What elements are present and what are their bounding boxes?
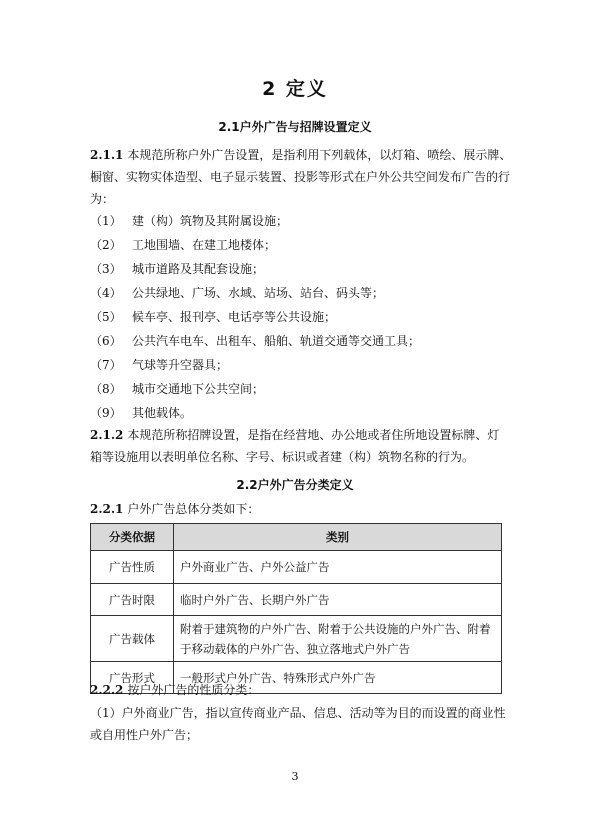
list-text: 公共汽车电车、出租车、船舶、轨道交通等交通工具； — [132, 334, 421, 348]
list-text: 城市交通地下公共空间； — [132, 382, 265, 396]
section-title-2-2: 2.2户外广告分类定义 — [236, 478, 354, 492]
clause-text-line: 本规范所称招牌设置，是指在经营地、办公地或者住所地设置标牌、灯 — [127, 428, 500, 442]
list-index: （7） — [90, 358, 122, 372]
table-cell-category: 户外商业广告、户外公益广告 — [174, 551, 502, 584]
table-cell-basis: 广告性质 — [91, 551, 174, 584]
clause-2-1-1 — [90, 144, 510, 210]
list-item — [90, 259, 264, 279]
clause-text: 按户外广告的性质分类： — [127, 683, 260, 697]
table-cell-line: 于移动载体的户外广告、独立落地式户外广告 — [180, 641, 410, 656]
page-number: 3 — [291, 770, 299, 783]
clause-text-line: 橱窗、实物实体造型、电子显示装置、投影等形式在户外公共空间发布广告的行 — [90, 170, 511, 184]
list-text: 气球等升空器具； — [132, 358, 229, 372]
list-index: （4） — [90, 286, 122, 300]
clause-number: 2.2.2 — [90, 683, 124, 697]
clause-2-2-1 — [90, 498, 510, 520]
clause-text-line: 本规范所称户外广告设置，是指利用下列载体，以灯箱、喷绘、展示牌、 — [127, 148, 512, 162]
list-item — [90, 331, 420, 351]
list-text: 公共绿地、广场、水域、站场、站台、码头等； — [132, 286, 385, 300]
clause-2-1-2 — [90, 424, 510, 468]
table-cell-category: 一般形式户外广告、特殊形式户外广告 — [174, 662, 502, 694]
list-item — [90, 403, 192, 423]
table-row — [91, 584, 502, 616]
table-cell-basis: 广告载体 — [91, 616, 174, 662]
list-text: 候车亭、报刊亭、电话亭等公共设施； — [132, 310, 337, 324]
list-index: （1） — [90, 214, 122, 228]
list-index: （8） — [90, 382, 122, 396]
table-cell-basis: 广告形式 — [91, 662, 174, 694]
list-item — [90, 355, 228, 375]
table-cell-line: 附着于建筑物的户外广告、附着于公共设施的户外广告、附着 — [180, 621, 491, 636]
table-header-row — [91, 524, 502, 551]
list-index: （2） — [90, 238, 122, 252]
clause-text-line: 箱等设施用以表明单位名称、字号、标识或者建（构）筑物名称的行为。 — [90, 450, 475, 464]
list-text: 其他载体。 — [132, 406, 193, 420]
list-item — [90, 235, 276, 255]
clause-number: 2.2.1 — [90, 502, 124, 516]
list-index: （3） — [90, 262, 122, 276]
classification-table — [90, 523, 502, 694]
section-title-2-1: 2.1户外广告与招牌设置定义 — [218, 120, 372, 134]
clause-number: 2.1.1 — [90, 148, 124, 162]
clause-text: 户外广告总体分类如下： — [127, 502, 260, 516]
clause-number: 2.1.2 — [90, 428, 124, 442]
clause-text-line: 或自用性户外广告； — [90, 728, 199, 742]
list-text: 工地围墙、在建工地楼体； — [132, 238, 277, 252]
clause-2-2-2 — [90, 679, 510, 701]
table-cell-category — [174, 616, 502, 662]
table-cell-category: 临时户外广告、长期户外广告 — [174, 584, 502, 616]
clause-text-line: （1）户外商业广告，指以宣传商业产品、信息、活动等为目的而设置的商业性 — [90, 706, 506, 720]
list-item — [90, 211, 288, 231]
table-header: 类别 — [174, 524, 502, 551]
table-header: 分类依据 — [91, 524, 174, 551]
table-cell-basis: 广告时限 — [91, 584, 174, 616]
list-text: 建（构）筑物及其附属设施； — [132, 214, 289, 228]
list-index: （6） — [90, 334, 122, 348]
list-index: （9） — [90, 406, 122, 420]
clause-text-line: 为： — [90, 192, 115, 206]
table-row — [91, 616, 502, 662]
definition-commercial-ad — [90, 702, 510, 746]
list-item — [90, 379, 264, 399]
list-item — [90, 283, 384, 303]
chapter-title: 2 定义 — [262, 78, 328, 100]
list-item — [90, 307, 336, 327]
list-index: （5） — [90, 310, 122, 324]
list-text: 城市道路及其配套设施； — [132, 262, 265, 276]
table-row — [91, 551, 502, 584]
